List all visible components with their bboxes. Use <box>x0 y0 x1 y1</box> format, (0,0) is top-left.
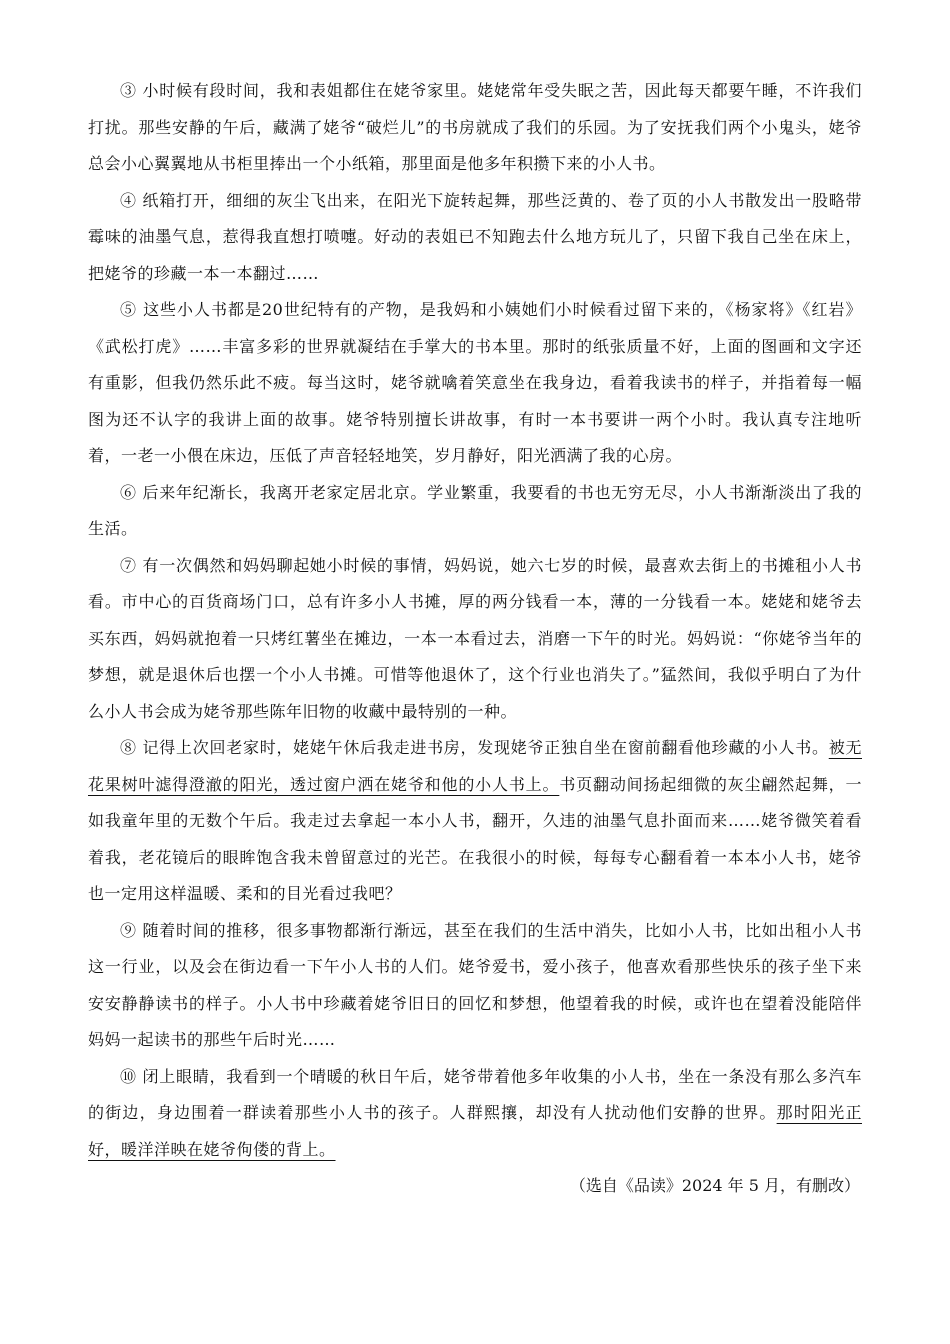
article-body <box>88 73 862 1205</box>
paragraph-8-text-after: 书页翻动间扬起细微的灰尘翩然起舞，一如我童年里的无数个午后。我走过去拿起一本小人书，翻开，久违的油墨气息扑面而来……姥爷微笑着看着我，老花镜后的眼眸饱含我未曾留意过的光芒。在我很小的时候，每每专心翻看着一本本小人书，姥爷也一定用这样温暖、柔和的目光看过我吧？ <box>88 774 862 903</box>
paragraph-10 <box>88 1059 862 1169</box>
paragraph-5: ⑤ 这些小人书都是20世纪特有的产物，是我妈和小姨她们小时候看过留下来的，《杨家将》《红岩》《武松打虎》……丰富多彩的世界就凝结在手掌大的书本里。那时的纸张质量不好，上面的图画和文字还有重影，但我仍然乐此不疲。每当这时，姥爷就噙着笑意坐在我身边，看着我读书的样子，并指着每一幅图为还不认字的我讲上面的故事。姥爷特别擅长讲故事，有时一本书要讲一两个小时。我认真专注地听着，一老一小偎在床边，压低了声音轻轻地笑，岁月静好，阳光洒满了我的心房。 <box>88 300 862 465</box>
paragraph-6: ⑥ 后来年纪渐长，我离开老家定居北京。学业繁重，我要看的书也无穷无尽，小人书渐渐淡出了我的生活。 <box>88 482 862 538</box>
paragraph-8-underlined-sentence: 被无花果树叶滤得澄澈的阳光，透过窗户洒在姥爷和他的小人书上。 <box>88 738 862 794</box>
paragraph-8-text-before: ⑧ 记得上次回老家时，姥姥午休后我走进书房，发现姥爷正独自坐在窗前翻看他珍藏的小人书。 <box>120 738 829 757</box>
paragraph-10-text-before: ⑩ 闭上眼睛，我看到一个晴暖的秋日午后，姥爷带着他多年收集的小人书，坐在一条没有那么多汽车的街边，身边围着一群读着那些小人书的孩子。人群熙攘，却没有人扰动他们安静的世界。 <box>88 1066 862 1122</box>
paragraph-8 <box>88 730 862 913</box>
paragraph-10-underlined-sentence: 那时阳光正好，暖洋洋映在姥爷佝偻的背上。 <box>88 1103 862 1159</box>
source-citation: （选自《品读》2024 年 5 月，有删改） <box>569 1176 860 1195</box>
paragraph-4: ④ 纸箱打开，细细的灰尘飞出来，在阳光下旋转起舞，那些泛黄的、卷了页的小人书散发出一股略带霉味的油墨气息，惹得我直想打喷嚏。好动的表姐已不知跑去什么地方玩儿了，只留下我自己坐在床上，把姥爷的珍藏一本一本翻过…… <box>88 190 862 283</box>
paragraph-9: ⑨ 随着时间的推移，很多事物都渐行渐远，甚至在我们的生活中消失，比如小人书，比如出租小人书这一行业，以及会在街边看一下午小人书的人们。姥爷爱书，爱小孩子，他喜欢看那些快乐的孩子坐下来安安静静读书的样子。小人书中珍藏着姥爷旧日的回忆和梦想，他望着我的时候，或许也在望着没能陪伴妈妈一起读书的那些午后时光…… <box>88 920 862 1049</box>
paragraph-3: ③ 小时候有段时间，我和表姐都住在姥爷家里。姥姥常年受失眠之苦，因此每天都要午睡，不许我们打扰。那些安静的午后，藏满了姥爷“破烂儿”的书房就成了我们的乐园。为了安抚我们两个小鬼头，姥爷总会小心翼翼地从书柜里捧出一个小纸箱，那里面是他多年积攒下来的小人书。 <box>88 81 862 173</box>
paragraph-7: ⑦ 有一次偶然和妈妈聊起她小时候的事情，妈妈说，她六七岁的时候，最喜欢去街上的书摊租小人书看。市中心的百货商场门口，总有许多小人书摊，厚的两分钱看一本，薄的一分钱看一本。姥姥和姥爷去买东西，妈妈就抱着一只烤红薯坐在摊边，一本一本看过去，消磨一下午的时光。妈妈说：“你姥爷当年的梦想，就是退休后也摆一个小人书摊。可惜等他退休了，这个行业也消失了。”猛然间，我似乎明白了为什么小人书会成为姥爷那些陈年旧物的收藏中最特别的一种。 <box>88 555 862 721</box>
